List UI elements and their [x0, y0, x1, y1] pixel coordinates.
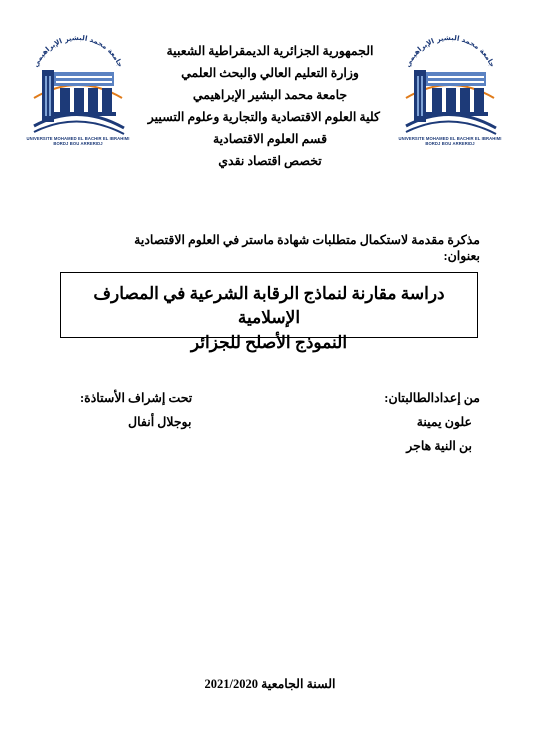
svg-text:جامعة محمد البشير الإبراهيمي: جامعة محمد البشير الإبراهيمي: [31, 33, 125, 69]
student-name: علون يمينة: [416, 415, 472, 429]
university-emblem-icon: [392, 32, 508, 136]
university-line: جامعة محمد البشير الإبراهيمي: [192, 88, 348, 102]
academic-year: السنة الجامعية 2021/2020: [204, 677, 336, 691]
ministry-line: وزارة التعليم العالي والبحث العلمي: [181, 66, 359, 80]
prepared-by-label: من إعدادالطالبتان:: [384, 391, 480, 405]
memo-line: مذكرة مقدمة لاستكمال متطلبات شهادة ماستر في العلوم الاقتصادية: [134, 233, 480, 247]
supervision-label: تحت إشراف الأستاذة:: [80, 391, 193, 405]
svg-text:جامعة محمد البشير الإبراهيمي: جامعة محمد البشير الإبراهيمي: [403, 33, 497, 69]
thesis-title-box: [60, 272, 478, 352]
university-emblem-icon: [20, 32, 136, 136]
university-logo-left: [20, 32, 136, 152]
thesis-title-line1: دراسة مقارنة لنماذج الرقابة الشرعية في المصارف الإسلامية: [93, 284, 445, 327]
memo-statement: [60, 232, 480, 264]
institution-header: [147, 40, 380, 172]
logo-caption-line2: BORDJ BOU ARRERIDJ: [425, 141, 475, 146]
specialty-line: تخصص اقتصاد نقدي: [218, 154, 322, 168]
department-line: قسم العلوم الاقتصادية: [212, 132, 328, 146]
thesis-title-line2: النموذج الأصلح للجزائر: [190, 333, 348, 352]
university-logo-right: [392, 32, 508, 152]
logo-caption-line1: UNIVERSITE MOHAMED EL BACHIR EL IBRAHIMI: [26, 136, 130, 141]
logo-caption-line1: UNIVERSITE MOHAMED EL BACHIR EL IBRAHIMI: [398, 136, 502, 141]
faculty-line: كلية العلوم الاقتصادية والتجارية وعلوم التسيير: [147, 110, 380, 124]
supervisor-name: بوجلال أنفال: [128, 415, 192, 429]
republic-line: الجمهورية الجزائرية الديمقراطية الشعبية: [166, 44, 374, 58]
logo-caption-line2: BORDJ BOU ARRERIDJ: [53, 141, 103, 146]
memo-title-label: بعنوان:: [443, 249, 480, 263]
student-name: بن النية هاجر: [406, 439, 472, 453]
